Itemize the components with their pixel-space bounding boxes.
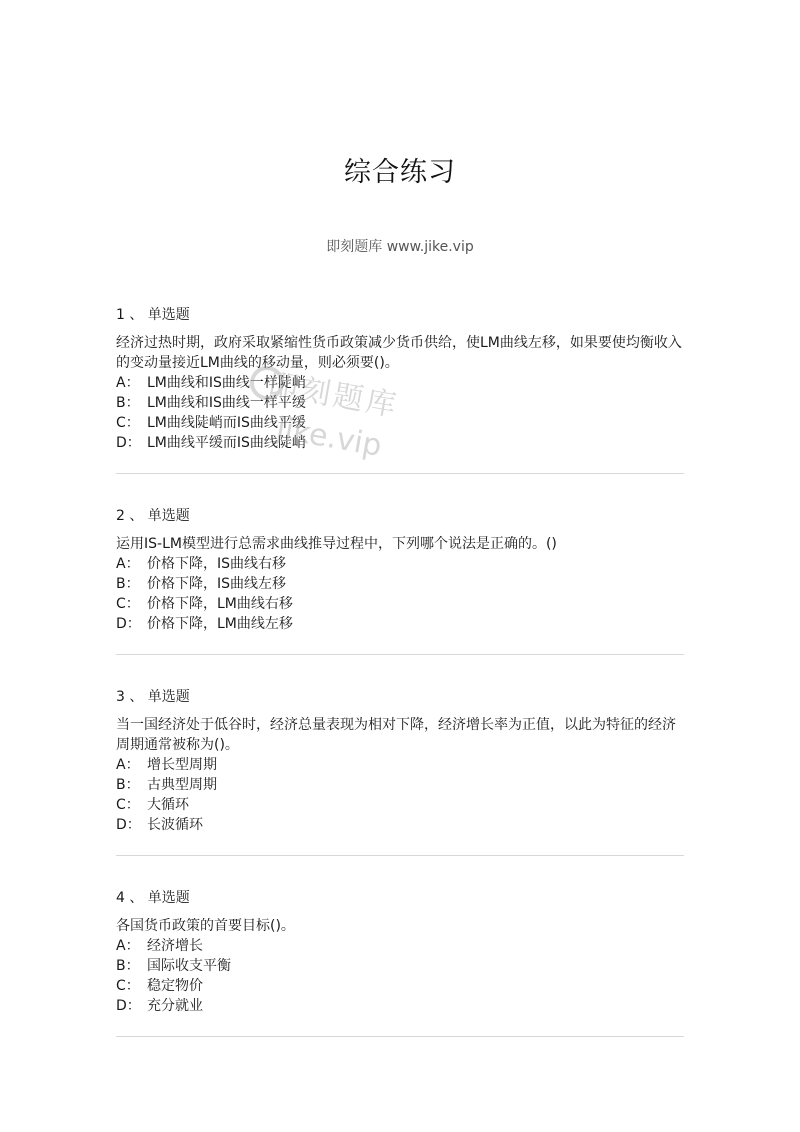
option-label: A： bbox=[116, 375, 140, 391]
question-list bbox=[116, 305, 684, 1069]
option-d bbox=[116, 996, 684, 1016]
option-b bbox=[116, 775, 684, 795]
option-text: LM曲线和IS曲线一样平缓 bbox=[147, 395, 306, 411]
option-text: 价格下降，LM曲线左移 bbox=[147, 616, 293, 632]
option-text: 稳定物价 bbox=[147, 978, 203, 994]
option-c bbox=[116, 976, 684, 996]
option-c bbox=[116, 594, 684, 614]
option-label: B： bbox=[116, 777, 140, 793]
option-label: C： bbox=[116, 596, 140, 612]
question-text: 当一国经济处于低谷时，经济总量表现为相对下降，经济增长率为正值，以此为特征的经济周期通常被称为()。 bbox=[116, 717, 676, 753]
watermark-line-1: 即刻题库 bbox=[265, 366, 402, 425]
option-label: C： bbox=[116, 415, 140, 431]
option-text: 增长型周期 bbox=[147, 757, 217, 773]
option-label: B： bbox=[116, 576, 140, 592]
option-text: 价格下降，IS曲线左移 bbox=[147, 576, 287, 592]
document-subtitle: 即刻题库 www.jike.vip bbox=[326, 239, 474, 255]
option-text: 价格下降，IS曲线右移 bbox=[147, 556, 287, 572]
option-c bbox=[116, 795, 684, 815]
option-label: C： bbox=[116, 978, 140, 994]
option-label: B： bbox=[116, 958, 140, 974]
option-text: 长波循环 bbox=[147, 817, 203, 833]
option-text: 价格下降，LM曲线右移 bbox=[147, 596, 293, 612]
option-b bbox=[116, 393, 684, 413]
question-text: 各国货币政策的首要目标()。 bbox=[116, 918, 295, 934]
option-text: 经济增长 bbox=[147, 938, 203, 954]
option-a bbox=[116, 373, 684, 393]
option-label: C： bbox=[116, 797, 140, 813]
option-text: 大循环 bbox=[147, 797, 189, 813]
option-text: 国际收支平衡 bbox=[147, 958, 231, 974]
option-b bbox=[116, 574, 684, 594]
option-label: B： bbox=[116, 395, 140, 411]
question-header: 3 、 单选题 bbox=[116, 689, 190, 705]
option-c bbox=[116, 413, 684, 433]
option-text: 充分就业 bbox=[147, 998, 203, 1014]
option-text: 古典型周期 bbox=[147, 777, 217, 793]
option-a bbox=[116, 554, 684, 574]
option-label: D： bbox=[116, 998, 141, 1014]
option-d bbox=[116, 433, 684, 453]
option-label: A： bbox=[116, 938, 140, 954]
option-label: D： bbox=[116, 616, 141, 632]
option-text: LM曲线平缓而IS曲线陡峭 bbox=[147, 435, 306, 451]
option-label: A： bbox=[116, 757, 140, 773]
question-text: 经济过热时期，政府采取紧缩性货币政策减少货币供给，使LM曲线左移，如果要使均衡收入的变动量接近LM曲线的移动量，则必须要()。 bbox=[116, 335, 682, 371]
option-a bbox=[116, 936, 684, 956]
option-text: LM曲线和IS曲线一样陡峭 bbox=[147, 375, 306, 391]
question-4 bbox=[116, 888, 684, 1037]
question-header: 2 、 单选题 bbox=[116, 508, 190, 524]
document-title: 综合练习 bbox=[344, 157, 456, 188]
option-label: D： bbox=[116, 435, 141, 451]
option-d bbox=[116, 815, 684, 835]
question-3 bbox=[116, 687, 684, 856]
option-label: A： bbox=[116, 556, 140, 572]
watermark-line-2: jike.vip bbox=[273, 411, 385, 464]
question-text: 运用IS-LM模型进行总需求曲线推导过程中，下列哪个说法是正确的。() bbox=[116, 536, 557, 552]
option-text: LM曲线陡峭而IS曲线平缓 bbox=[147, 415, 306, 431]
question-2 bbox=[116, 506, 684, 655]
option-d bbox=[116, 614, 684, 634]
option-label: D： bbox=[116, 817, 141, 833]
question-header: 4 、 单选题 bbox=[116, 890, 190, 906]
question-header: 1 、 单选题 bbox=[116, 307, 190, 323]
question-1 bbox=[116, 305, 684, 474]
option-a bbox=[116, 755, 684, 775]
option-b bbox=[116, 956, 684, 976]
